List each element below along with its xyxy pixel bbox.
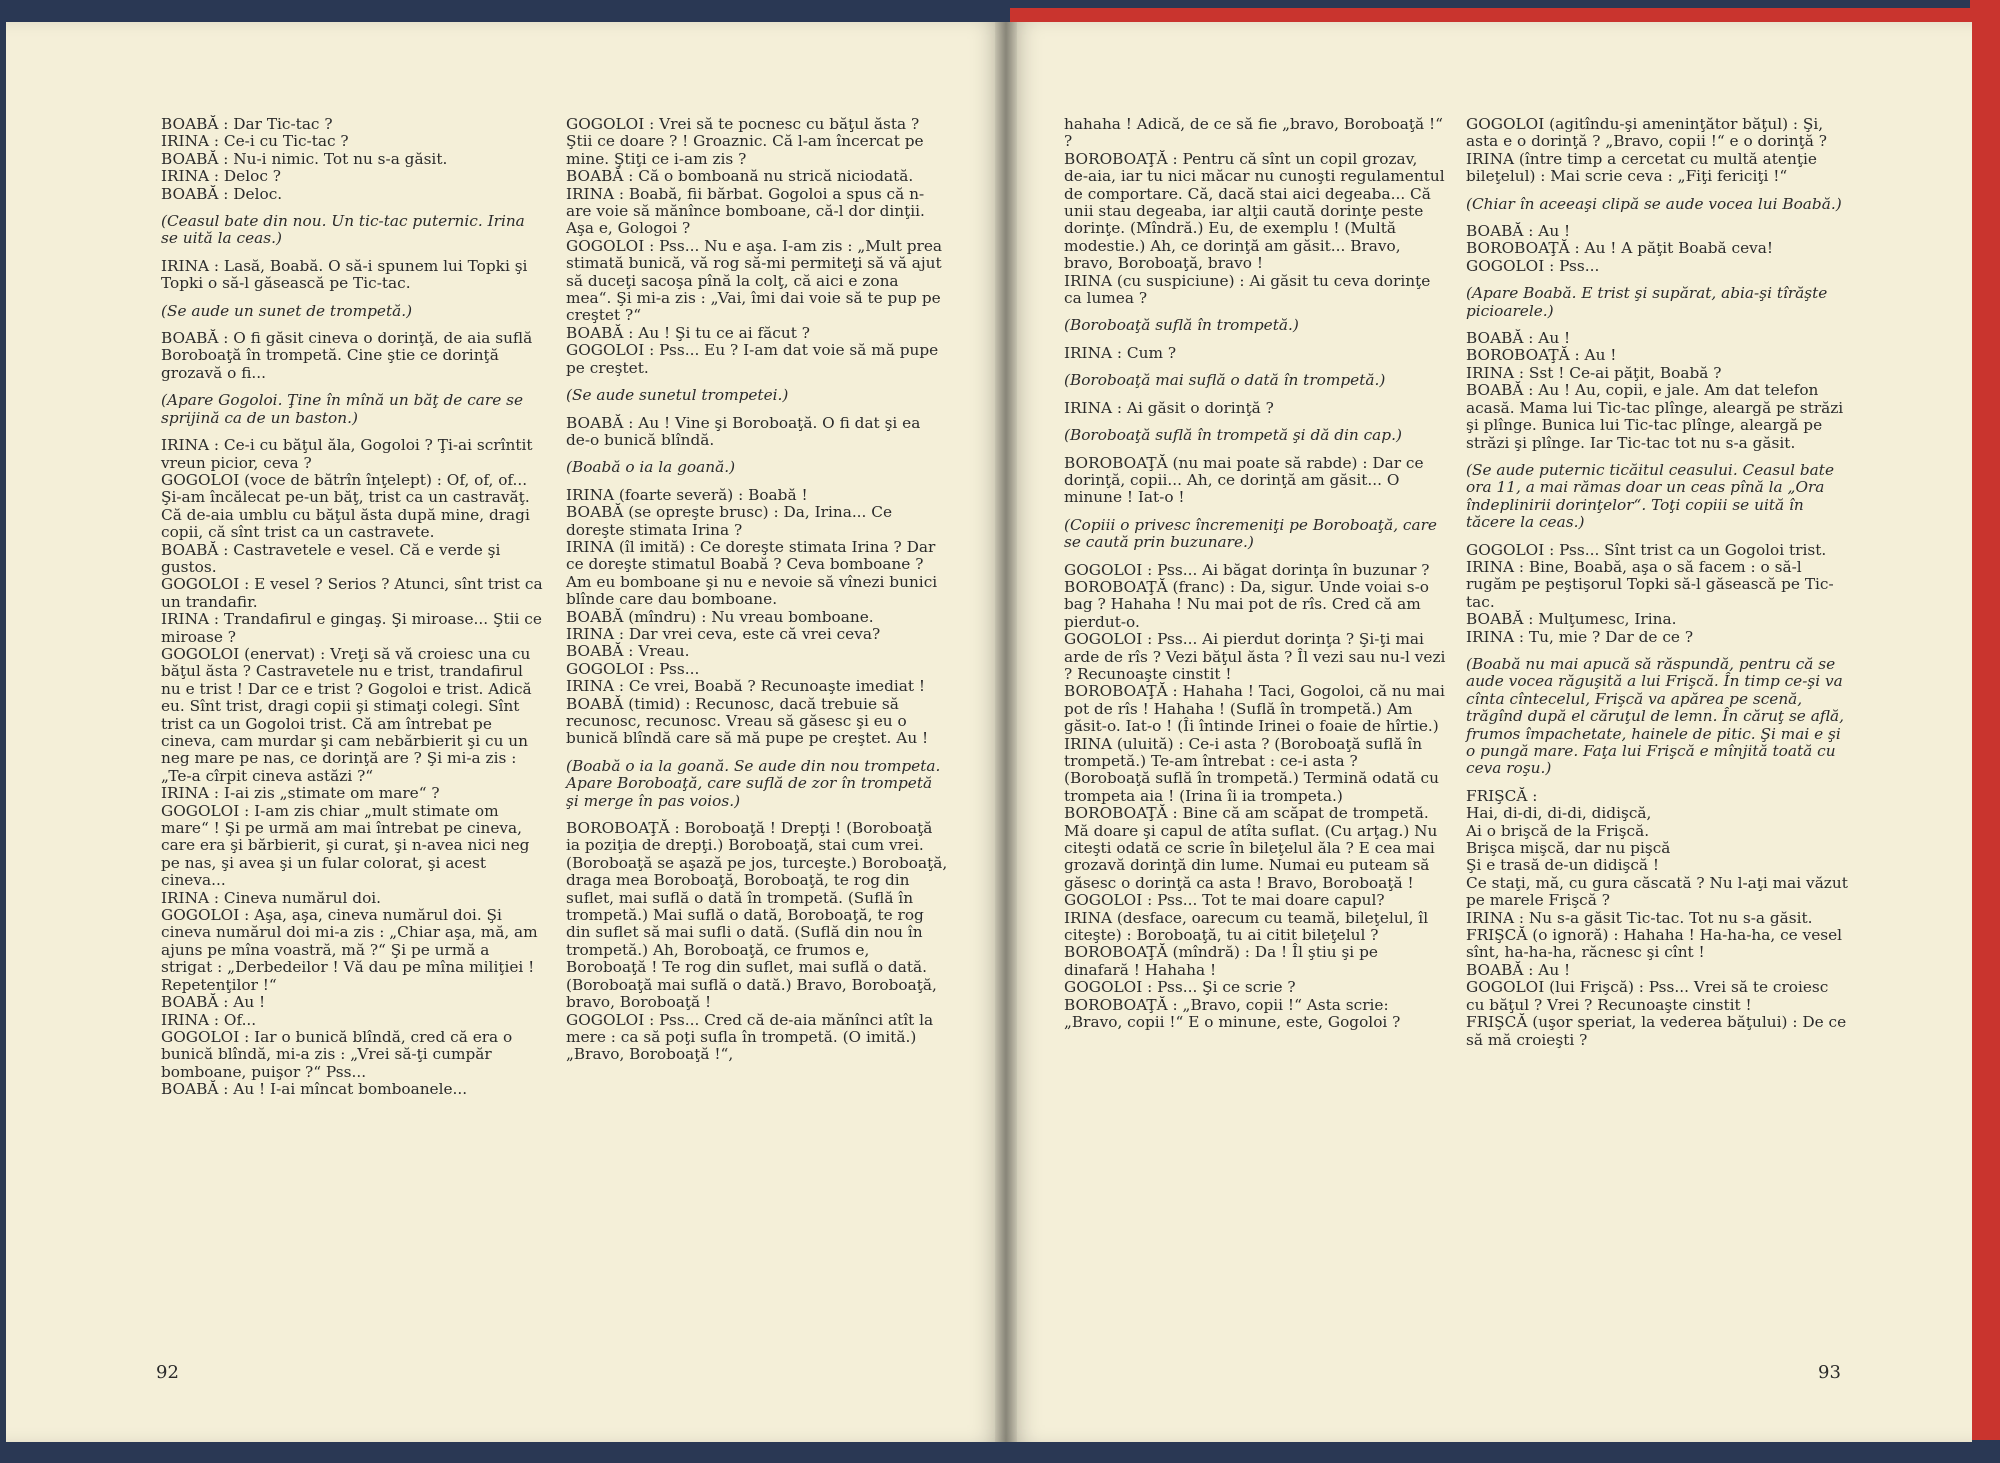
dialogue-line: IRINA : Nu s-a găsit Tic-tac. Tot nu s-a găsit. [1466, 908, 1813, 927]
dialogue-line: BOABĂ : Mulţumesc, Irina. [1466, 610, 1677, 629]
dialogue-line: Hai, di-di, di-di, didişcă, [1466, 804, 1652, 823]
right-page-column-2 [1466, 116, 1848, 1049]
dialogue-line: BOABĂ : Vreau. [566, 642, 690, 661]
dialogue-line: IRINA : Cum ? [1064, 343, 1177, 362]
dialogue-line: IRINA : Sst ! Ce-ai păţit, Boabă ? [1466, 363, 1722, 382]
stage-direction: (Chiar în aceeaşi clipă se aude vocea lui Boabă.) [1466, 194, 1842, 213]
dialogue-line: GOGOLOI (enervat) : Vreţi să vă croiesc una cu băţul ăsta ? Castravetele nu e trist, trandafirul nu e trist ! Dar ce e trist ? Gogoloi e trist. Adică eu. Sînt trist, dragi copii şi stimaţi colegi. Sînt trist ca un Gogoloi trist. Că am întrebat pe cineva, cam murdar şi cam nebărbierit şi cu un neg mare pe nas, ce dorinţă are ? Şi mi-a zis : „Te-a cîrpit cineva astăzi ?“ [161, 644, 532, 785]
stage-direction: (Se aude puternic ticăitul ceasului. Ceasul bate ora 11, a mai rămas doar un ceas pînă la „Ora îndeplinirii dorinţelor“. Toţi copiii se uită în tăcere la ceas.) [1466, 460, 1834, 532]
dialogue-line: Şi e trasă de-un didişcă ! [1466, 856, 1660, 875]
dialogue-line: GOGOLOI : Vrei să te pocnesc cu băţul ăsta ? Ştii ce doare ? ! Groaznic. Că l-am încercat pe mine. Ştiţi ce i-am zis ? [566, 115, 924, 168]
dialogue-line: IRINA : Dar vrei ceva, este că vrei ceva? [566, 624, 881, 643]
dialogue-line: BOROBOAŢĂ : Boroboaţă ! Drepţi ! (Boroboaţă ia poziţia de drepţi.) Boroboaţă, stai cum vrei. (Boroboaţă se aşază pe jos, turceşte.) Boroboaţă, draga mea Boroboaţă, Boroboaţă, te rog din suflet, mai suflă o dată în trompetă. (Suflă în trompetă.) Mai suflă o dată, Boroboaţă, te rog din suflet să mai sufli o dată. (Suflă din nou în trompetă.) Ah, Boroboaţă, ce frumos e, Boroboaţă ! Te rog din suflet, mai suflă o dată. (Boroboaţă mai suflă o dată.) Bravo, Boroboaţă, bravo, Boroboaţă ! [566, 819, 948, 1012]
left-page-column-2 [566, 116, 948, 1064]
book-edge-top [1010, 8, 1970, 22]
dialogue-line: BOROBOAŢĂ : Pentru că sînt un copil grozav, de-aia, iar tu nici măcar nu cunoşti regulamentul de comportare. Că, dacă stai aici degeaba... Că unii stau degeaba, iar alţii caută dorinţe peste dorinţe. (Mîndră.) Eu, de exemplu ! (Multă modestie.) Ah, ce dorinţă am găsit... Bravo, bravo, Boroboaţă, bravo ! [1064, 149, 1445, 273]
dialogue-line: IRINA : Boabă, fii bărbat. Gogoloi a spus că n-are voie să mănînce bomboane, că-l dor dinţii. Aşa e, Gologoi ? [566, 184, 925, 238]
dialogue-line: IRINA : Ce-i cu Tic-tac ? [161, 132, 349, 151]
stage-direction: (Se aude sunetul trompetei.) [566, 386, 789, 405]
book-gutter [995, 22, 1017, 1442]
stage-direction: (Ceasul bate din nou. Un tic-tac puternic. Irina se uită la ceas.) [161, 212, 525, 248]
stage-direction: (Boroboaţă suflă în trompetă.) [1064, 316, 1299, 335]
dialogue-line: GOGOLOI : Pss... Eu ? I-am dat voie să mă pupe pe creştet. [566, 341, 939, 377]
dialogue-line: IRINA : Ce vrei, Boabă ? Recunoaşte imediat ! [566, 677, 926, 696]
stage-direction: (Apare Boabă. E trist şi supărat, abia-şi tîrăşte picioarele.) [1466, 284, 1828, 320]
dialogue-line: BOROBOAŢĂ (mîndră) : Da ! Îl ştiu şi pe dinafară ! Hahaha ! [1064, 943, 1378, 979]
stage-direction: (Boabă o ia la goană.) [566, 458, 736, 477]
dialogue-line: BOABĂ : Că o bomboană nu strică niciodată. [566, 167, 914, 186]
dialogue-line: IRINA : Bine, Boabă, aşa o să facem : o să-l rugăm pe peştişorul Topki să-l găsească pe Tic-tac. [1466, 557, 1834, 611]
dialogue-line: GOGOLOI : Pss... Şi ce scrie ? [1064, 978, 1296, 997]
paragraph-gap [566, 405, 948, 415]
dialogue-line: BOABĂ : Dar Tic-tac ? [161, 115, 333, 133]
dialogue-line: BOABĂ : Castravetele e vesel. Că e verde şi gustos. [161, 540, 501, 576]
dialogue-line: Ai o brişcă de la Frişcă. [1466, 821, 1650, 840]
left-page-column-1 [161, 116, 543, 1099]
dialogue-line: GOGOLOI : Pss... [566, 659, 700, 678]
dialogue-line: GOGOLOI : Aşa, aşa, cineva numărul doi. Şi cineva numărul doi mi-a zis : „Chiar aşa, mă, am ajuns pe mîna voastră, mă ?“ Şi pe urmă a strigat : „Derbedeilor ! Vă dau pe mîna miliţiei ! Repetenţilor !“ [161, 906, 538, 994]
dialogue-line: IRINA : Tu, mie ? Dar de ce ? [1466, 627, 1694, 646]
dialogue-line: GOGOLOI : Pss... Ai pierdut dorinţa ? Şi-ţi mai arde de rîs ? Vezi băţul ăsta ? Îl vezi sau nu-l vezi ? Recunoaşte cinstit ! [1064, 630, 1446, 683]
dialogue-line: GOGOLOI : Pss... Ai băgat dorinţa în buzunar ? [1064, 560, 1430, 579]
dialogue-line: BOABĂ : Au ! [1466, 222, 1571, 241]
stage-direction: (Boabă o ia la goană. Se aude din nou trompeta. Apare Boroboaţă, care suflă de zor în trompetă şi merge în pas voios.) [566, 756, 941, 810]
dialogue-line: BOABĂ : Au ! [1466, 329, 1571, 348]
dialogue-line: FRIŞCĂ (uşor speriat, la vederea băţului) : De ce să mă croieşti ? [1466, 1013, 1847, 1049]
dialogue-line: BOABĂ : O fi găsit cineva o dorinţă, de aia suflă Boroboaţă în trompetă. Cine ştie ce dorinţă grozavă o fi... [161, 329, 533, 382]
dialogue-line: IRINA : Of... [161, 1010, 257, 1029]
dialogue-line: FRIŞCĂ (o ignoră) : Hahaha ! Ha-ha-ha, ce vesel sînt, ha-ha-ha, răcnesc şi cînt ! [1466, 926, 1843, 962]
dialogue-line: BOROBOAŢĂ : „Bravo, copii !“ Asta scrie: „Bravo, copii !“ E o minune, este, Gogoloi ? [1064, 995, 1401, 1032]
dialogue-line: GOGOLOI : Pss... Sînt trist ca un Gogoloi trist. [1466, 540, 1827, 559]
dialogue-line: IRINA (desface, oarecum cu teamă, bileţelul, îl citeşte) : Boroboaţă, tu ai citit bileţelul ? [1064, 908, 1429, 945]
dialogue-line: GOGOLOI (voce de bătrîn înţelept) : Of, of, of... Şi-am încălecat pe-un băţ, trist ca un castravăţ. Că de-aia umblu cu băţul ăsta după mine, dragi copii, că sînt trist ca un castravete. [161, 470, 530, 542]
dialogue-line: BOROBOAŢĂ (nu mai poate să rabde) : Dar ce dorinţă, copii... Ah, ce dorinţă am găsit... O minune ! Iat-o ! [1064, 453, 1424, 507]
dialogue-line: BOABĂ : Au ! [161, 993, 266, 1012]
dialogue-line: IRINA : Ce-i cu băţul ăla, Gogoloi ? Ţi-ai scrîntit vreun picior, ceva ? [161, 436, 533, 472]
dialogue-line: BOABĂ : Au ! Şi tu ce ai făcut ? [566, 323, 810, 342]
left-page [6, 22, 1006, 1442]
dialogue-line: BOABĂ (mîndru) : Nu vreau bomboane. [566, 607, 874, 626]
dialogue-line: BOABĂ (timid) : Recunosc, dacă trebuie să recunosc, recunosc. Vreau să găsesc şi eu o bunică blîndă care să mă pupe pe creştet. Au ! [566, 694, 929, 748]
stage-direction: (Boroboaţă suflă în trompetă şi dă din cap.) [1064, 426, 1402, 445]
dialogue-line: GOGOLOI : Pss... Tot te mai doare capul? [1064, 891, 1385, 910]
dialogue-line: IRINA (între timp a cercetat cu multă atenţie bileţelul) : Mai scrie ceva : „Fiţi fericiţi !“ [1466, 149, 1817, 186]
stage-direction: (Apare Gogoloi. Ţine în mînă un băţ de care se sprijină ca de un baston.) [161, 391, 524, 427]
dialogue-line: BOABĂ (se opreşte brusc) : Da, Irina... Ce doreşte stimata Irina ? [566, 503, 893, 539]
dialogue-line: GOGOLOI : Iar o bunică blîndă, cred că era o bunică blîndă, mi-a zis : „Vrei să-ţi cumpăr bomboane, puişor ?“ Pss... [161, 1027, 513, 1081]
dialogue-line: GOGOLOI : Pss... Nu e aşa. I-am zis : „Mult prea stimată bunică, vă rog să-mi permiteţi să vă ajut să duceţi sacoşa pînă la colţ, că aici e zona mea“. Şi mi-a zis : „Vai, îmi dai voie să te pup pe creştet ?“ [566, 236, 942, 325]
dialogue-line: IRINA : Deloc ? [161, 167, 281, 186]
dialogue-line: GOGOLOI : Pss... [1466, 256, 1600, 275]
right-page-column-1 [1064, 116, 1446, 1032]
dialogue-line: IRINA (cu suspiciune) : Ai găsit tu ceva dorinţe ca lumea ? [1064, 271, 1431, 308]
dialogue-line: BOROBOAŢĂ : Bine că am scăpat de trompetă. Mă doare şi capul de atîta suflat. (Cu arţag.) Nu citeşti odată ce scrie în bileţelul ăla ? E cea mai grozavă dorinţă din lume. Numai eu puteam să găsesc o dorinţă ca asta ! Bravo, Boroboaţă ! [1064, 804, 1438, 892]
stage-direction: (Se aude un sunet de trompetă.) [161, 301, 413, 320]
dialogue-line: GOGOLOI : Pss... Cred că de-aia mănînci atît la mere : ca să poţi sufla în trompetă. (O imită.) „Bravo, Boroboaţă !“, [566, 1010, 934, 1064]
dialogue-line: GOGOLOI : E vesel ? Serios ? Atunci, sînt trist ca un trandafir. [161, 575, 543, 611]
dialogue-line: IRINA : Ai găsit o dorinţă ? [1064, 398, 1274, 417]
dialogue-line: GOGOLOI : I-am zis chiar „mult stimate om mare“ ! Şi pe urmă am mai întrebat pe cineva, care era şi bărbierit, şi curat, şi n-avea nici neg pe nas, şi avea şi un fular colorat, şi acest cineva... [161, 801, 530, 890]
dialogue-line: BOROBOAŢĂ : Au ! [1466, 346, 1617, 365]
dialogue-line: FRIŞCĂ : [1466, 786, 1538, 805]
right-page [1006, 22, 1972, 1442]
dialogue-line: Ce staţi, mă, cu gura căscată ? Nu l-aţi mai văzut pe marele Frişcă ? [1466, 873, 1848, 910]
dialogue-line: BOABĂ : Au ! [1466, 960, 1571, 979]
dialogue-line: IRINA (foarte severă) : Boabă ! [566, 485, 808, 504]
dialogue-line: BOABĂ : Deloc. [161, 184, 283, 203]
dialogue-line: BOABĂ : Au ! I-ai mîncat bomboanele... [161, 1080, 468, 1099]
stage-direction: (Boroboaţă mai suflă o dată în trompetă.) [1064, 371, 1386, 390]
dialogue-line: BOABĂ : Au ! Vine şi Boroboaţă. O fi dat şi ea de-o bunică blîndă. [566, 413, 921, 449]
dialogue-line: IRINA : Cineva numărul doi. [161, 888, 382, 907]
dialogue-line: GOGOLOI (agitîndu-şi ameninţător băţul) : Şi, asta e o dorinţă ? „Bravo, copii !“ e o dorinţă ? [1466, 115, 1827, 151]
dialogue-line: BOROBOAŢĂ : Hahaha ! Taci, Gogoloi, că nu mai pot de rîs ! Hahaha ! (Suflă în trompetă.) Am găsit-o. Iat-o ! (Îi întinde Irinei o foaie de hîrtie.) [1064, 682, 1445, 736]
dialogue-line: IRINA : Trandafirul e gingaş. Şi miroase... Ştii ce miroase ? [161, 610, 542, 646]
dialogue-line: IRINA : I-ai zis „stimate om mare“ ? [161, 784, 440, 803]
stage-direction: (Copiii o privesc încremeniţi pe Boroboaţă, care se caută prin buzunare.) [1064, 515, 1437, 552]
book-cover-bottom [0, 1440, 2000, 1463]
paragraph-gap [1064, 445, 1446, 455]
dialogue-line: IRINA (uluită) : Ce-i asta ? (Boroboaţă suflă în trompetă.) Te-am întrebat : ce-i asta ? (Boroboaţă suflă în trompetă.) Termină odată cu trompeta aia ! (Irina îi ia trompeta.) [1064, 734, 1439, 805]
page-number-right: 93 [1818, 1362, 1841, 1383]
dialogue-line: IRINA : Lasă, Boabă. O să-i spunem lui Topki şi Topki o să-l găsească pe Tic-tac. [161, 256, 528, 293]
stage-direction: (Boabă nu mai apucă să răspundă, pentru că se aude vocea răguşită a lui Frişcă. În timp ce-şi va cînta cîntecelul, Frişcă va apărea pe scenă, trăgînd după el căruţul de lemn. În căruţ se află, frumos împachetate, hainele de pitic. Şi mai e şi o pungă mare. Faţa lui Frişcă e mînjită toată cu ceva roşu.) [1466, 654, 1845, 778]
dialogue-line: IRINA (îl imită) : Ce doreşte stimata Irina ? Dar ce doreşte stimatul Boabă ? Ceva bomboane ? Am eu bomboane şi nu e nevoie să vînezi bunici blînde care dau bomboane. [566, 537, 938, 609]
dialogue-line: GOGOLOI (lui Frişcă) : Pss... Vrei să te croiesc cu băţul ? Vrei ? Recunoaşte cinstit ! [1466, 978, 1829, 1014]
dialogue-line: BOROBOAŢĂ : Au ! A păţit Boabă ceva! [1466, 239, 1774, 258]
dialogue-line: BOROBOAŢĂ (franc) : Da, sigur. Unde voiai s-o bag ? Hahaha ! Nu mai pot de rîs. Cred că am pierdut-o. [1064, 577, 1429, 631]
page-number-left: 92 [156, 1362, 179, 1383]
dialogue-line: BOABĂ : Au ! Au, copii, e jale. Am dat telefon acasă. Mama lui Tic-tac plînge, aleargă pe străzi şi plînge. Bunica lui Tic-tac plînge, aleargă pe străzi şi plînge. Iar Tic-tac tot nu s-a găsit. [1466, 381, 1844, 452]
dialogue-line: hahaha ! Adică, de ce să fie „bravo, Boroboaţă !“ ? [1064, 115, 1443, 151]
dialogue-line: Brişca mişcă, dar nu pişcă [1466, 839, 1671, 858]
dialogue-line: BOABĂ : Nu-i nimic. Tot nu s-a găsit. [161, 149, 448, 168]
book-edge-right [1970, 0, 2000, 1463]
